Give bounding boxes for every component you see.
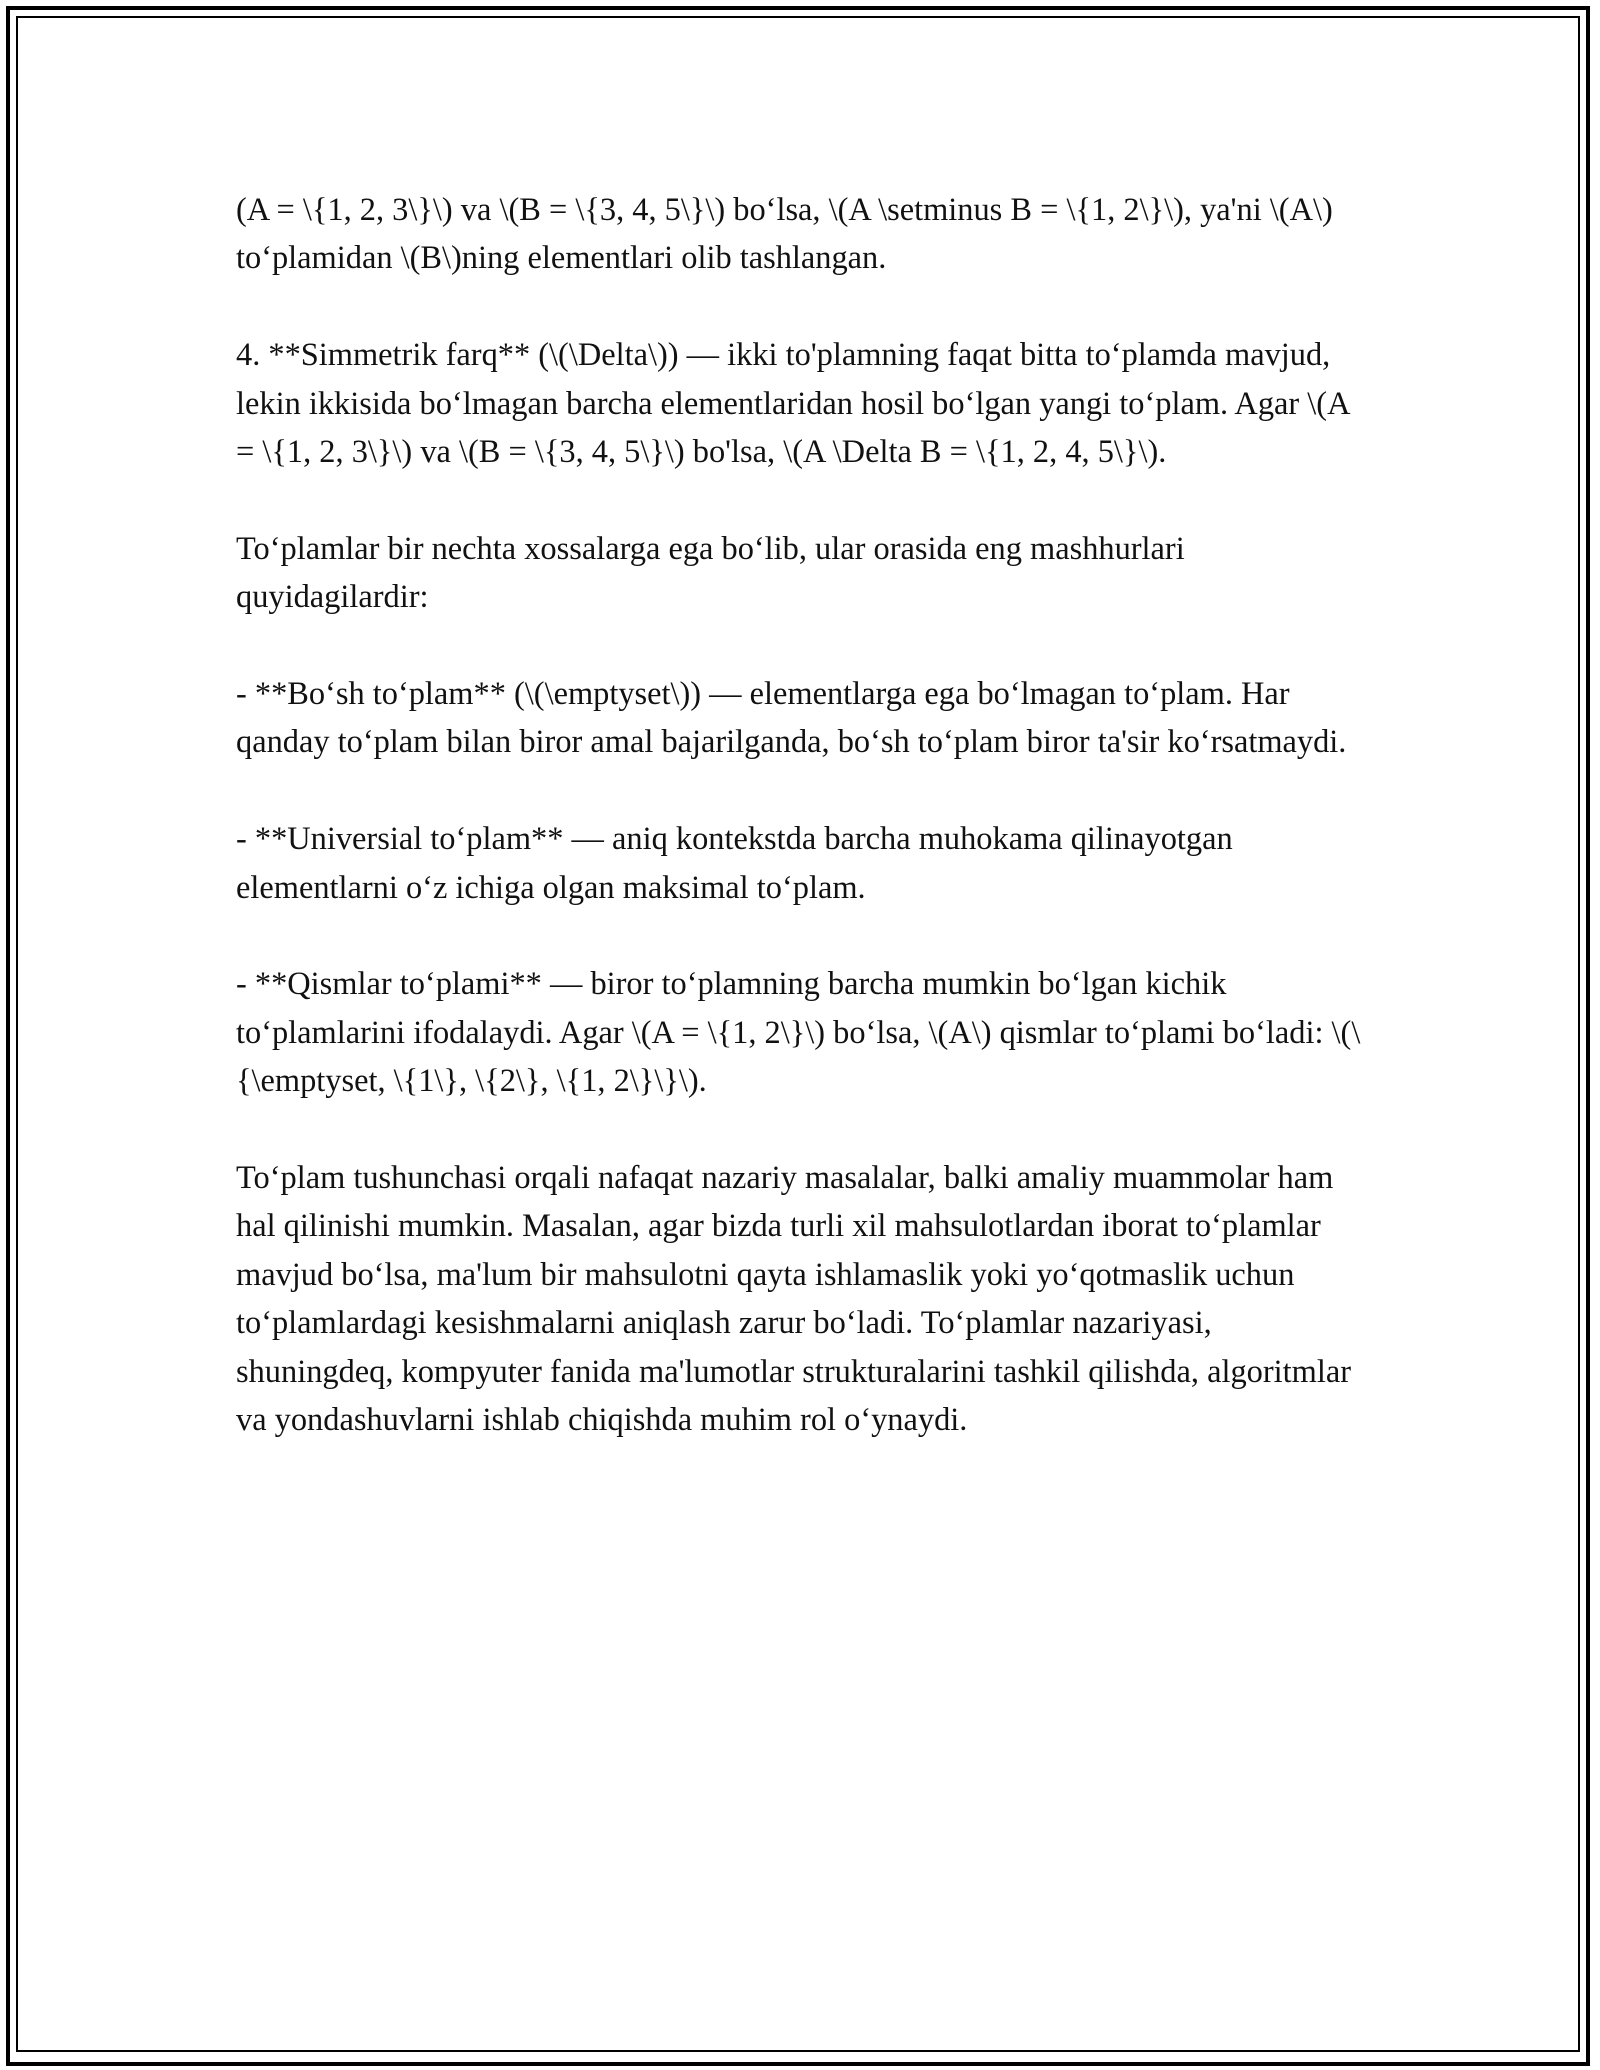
paragraph-applications: To‘plam tushunchasi orqali nafaqat nazariy masalalar, balki amaliy muammolar ham hal qilinishi mumkin. Masalan, agar bizda turli xil mahsulotlardan iborat to‘plamlar mavjud bo‘lsa, ma'lum bir mahsulotni qayta ishlamaslik yoki yo‘qotmaslik uchun to‘plamlardagi kesishmalarni aniqlash zarur bo‘ladi. To‘plamlar nazariyasi, shuningdeq, kompyuter fanida ma'lumotlar strukturalarini tashkil qilishda, algoritmlar va yondashuvlarni ishlab chiqishda muhim rol o‘ynaydi.	[236, 1160, 1351, 1439]
document-body	[236, 186, 1371, 1493]
paragraph-set-difference-example: (A = \{1, 2, 3\}\) va \(B = \{3, 4, 5\}\) bo‘lsa, \(A \setminus B = \{1, 2\}\), ya'ni \(A\) to‘plamidan \(B\)ning elementlari olib tashlangan.	[236, 192, 1333, 277]
paragraph-empty-set: - **Bo‘sh to‘plam** (\(\emptyset\)) — elementlarga ega bo‘lmagan to‘plam. Har qanday to‘plam bilan biror amal bajarilganda, bo‘sh to‘plam biror ta'sir ko‘rsatmaydi.	[236, 676, 1347, 761]
paragraph-symmetric-difference: 4. **Simmetrik farq** (\(\Delta\)) — ikki to'plamning faqat bitta to‘plamda mavjud, lekin ikkisida bo‘lmagan barcha elementlaridan hosil bo‘lgan yangi to‘plam. Agar \(A = \{1, 2, 3\}\) va \(B = \{3, 4, 5\}\) bo'lsa, \(A \Delta B = \{1, 2, 4, 5\}\).	[236, 337, 1349, 471]
paragraph-universal-set: - **Universial to‘plam** — aniq kontekstda barcha muhokama qilinayotgan elementlarni o‘z ichiga olgan maksimal to‘plam.	[236, 821, 1233, 906]
paragraph-set-properties-intro: To‘plamlar bir nechta xossalarga ega bo‘lib, ular orasida eng mashhurlari quyidagilardir:	[236, 530, 1185, 616]
paragraph-power-set: - **Qismlar to‘plami** — biror to‘plamning barcha mumkin bo‘lgan kichik to‘plamlarini ifodalaydi. Agar \(A = \{1, 2\}\) bo‘lsa, \(A\) qismlar to‘plami bo‘ladi: \(\{\emptyset, \{1\}, \{2\}, \{1, 2\}\}\).	[236, 966, 1361, 1100]
